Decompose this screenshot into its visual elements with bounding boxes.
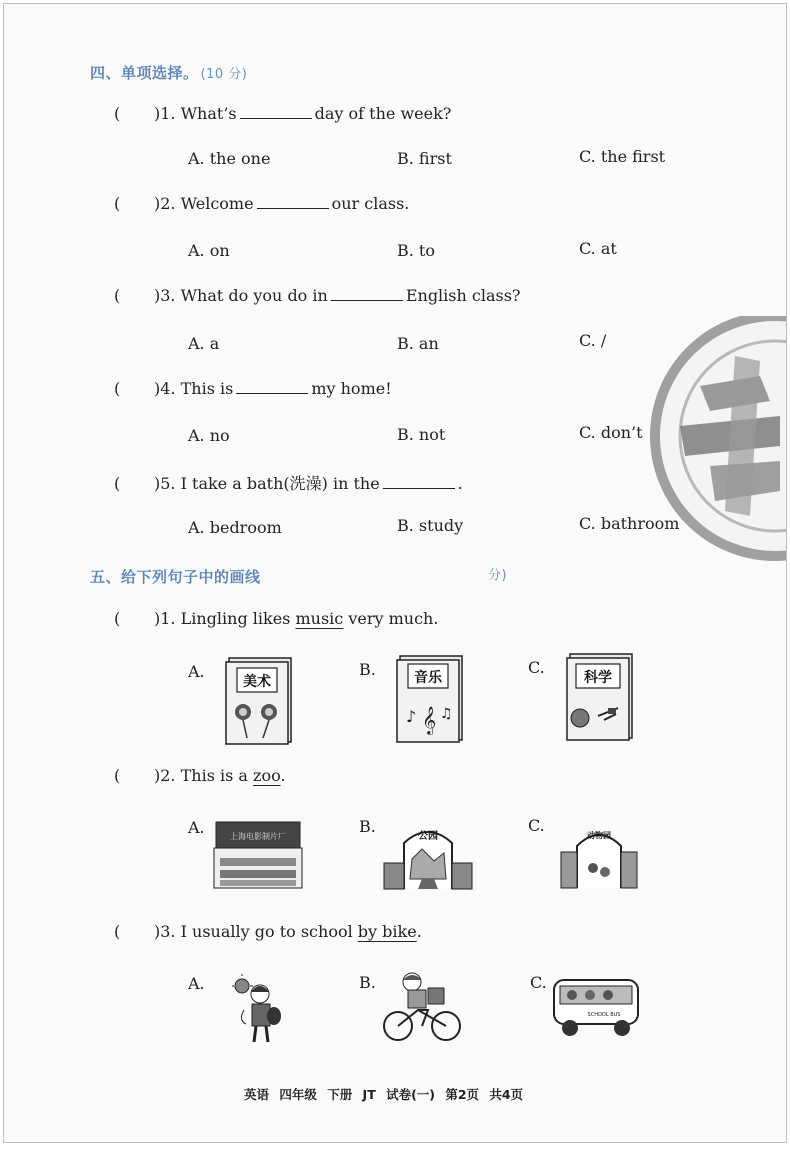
bus-sign: SCHOOL BUS	[587, 1012, 621, 1018]
question-text-post: .	[416, 922, 422, 941]
question-text-post: .	[280, 766, 286, 785]
pic-option-b-label: B.	[359, 973, 376, 992]
section-4-heading: 四、单项选择。	[90, 64, 199, 82]
question-text-pre: I take a bath(洗澡) in the	[180, 474, 380, 493]
answer-paren[interactable]: (	[114, 609, 121, 628]
fill-blank[interactable]	[331, 286, 403, 301]
question-text-post: very much.	[348, 609, 439, 628]
option-b: B. first	[397, 149, 452, 168]
pic-option-c-label: C.	[530, 973, 547, 992]
section-5-points-wrap	[486, 564, 507, 583]
option-a: A. no	[188, 426, 230, 445]
question-text-pre: What’s	[180, 104, 237, 123]
option-c: C. /	[579, 331, 607, 350]
pic-option-a-label: A.	[188, 974, 205, 993]
answer-paren[interactable]: (	[114, 194, 121, 213]
question-number: )1.	[154, 104, 176, 123]
option-b: B. study	[397, 516, 464, 535]
music-book-label: 音乐	[414, 670, 442, 686]
bus-picture	[550, 976, 642, 1040]
underlined-word: music	[295, 609, 344, 628]
option-c: C. at	[579, 239, 617, 258]
question-text-pre: What do you do in	[180, 286, 328, 305]
question-text-post: our class.	[331, 194, 410, 213]
question-number: )3.	[154, 286, 176, 305]
section-5-points: 分)	[488, 568, 508, 583]
science-book-label: 科学	[584, 670, 612, 686]
cinema-picture	[212, 820, 304, 890]
svg-text:𝄞: 𝄞	[422, 706, 437, 734]
svg-text:♪: ♪	[406, 707, 417, 726]
option-b: B. to	[397, 241, 435, 260]
park-sign: 公园	[418, 831, 438, 842]
zoo-sign: 动物园	[587, 831, 611, 840]
exam-page	[3, 3, 787, 1143]
question-text-pre: This is	[180, 379, 234, 398]
mc-question-4	[114, 379, 392, 398]
question-text-pre: Lingling likes	[180, 609, 291, 628]
option-a: A. on	[188, 241, 230, 260]
pic-question-3	[114, 922, 422, 941]
page-footer: 英语 四年级 下册 JT 试卷(一) 第2页 共4页	[244, 1087, 524, 1102]
underlined-word: by bike	[357, 922, 417, 941]
pic-option-b-label: B.	[359, 817, 376, 836]
answer-paren[interactable]: (	[114, 474, 121, 493]
fill-blank[interactable]	[257, 194, 329, 209]
seal-stamp-icon	[640, 316, 787, 566]
question-text-post: my home!	[311, 379, 392, 398]
walking-picture	[232, 974, 284, 1050]
pic-question-2	[114, 766, 286, 785]
pic-option-a-label: A.	[188, 818, 205, 837]
option-c: C. the first	[579, 147, 666, 166]
fill-blank[interactable]	[383, 474, 455, 489]
question-text-post: .	[457, 474, 463, 493]
answer-paren[interactable]: (	[114, 766, 121, 785]
mc-question-1	[114, 104, 451, 123]
section-5-title	[90, 566, 261, 587]
cinema-sign: 上海电影制片厂	[230, 832, 286, 841]
section-4-title	[90, 62, 247, 83]
pic-question-1	[114, 609, 438, 628]
pic-option-c-label: C.	[528, 816, 545, 835]
answer-paren[interactable]: (	[114, 379, 121, 398]
option-c: C. bathroom	[579, 514, 680, 533]
question-number: )4.	[154, 379, 176, 398]
scan-fade	[279, 560, 479, 588]
question-text-post: English class?	[405, 286, 521, 305]
question-text-pre: Welcome	[180, 194, 254, 213]
option-a: A. a	[188, 334, 220, 353]
pic-option-a-label: A.	[188, 662, 205, 681]
park-picture	[382, 819, 474, 891]
option-a: A. the one	[188, 149, 271, 168]
pic-option-c-label: C.	[528, 658, 545, 677]
question-number: )2.	[154, 766, 176, 785]
fill-blank[interactable]	[236, 379, 308, 394]
question-number: )3.	[154, 922, 176, 941]
underlined-word: zoo	[253, 766, 281, 785]
answer-paren[interactable]: (	[114, 104, 121, 123]
question-text-pre: I usually go to school	[180, 922, 353, 941]
question-number: )1.	[154, 609, 176, 628]
answer-paren[interactable]: (	[114, 922, 121, 941]
bike-picture	[382, 970, 464, 1044]
section-5-heading: 五、给下列句子中的画线	[90, 568, 261, 586]
pic-option-b-label: B.	[359, 660, 376, 679]
mc-question-2	[114, 194, 409, 213]
svg-text:♫: ♫	[440, 706, 453, 722]
art-book-picture	[223, 654, 295, 746]
option-a: A. bedroom	[188, 518, 282, 537]
option-b: B. not	[397, 425, 446, 444]
option-b: B. an	[397, 334, 439, 353]
section-4-points: (10 分)	[200, 67, 248, 82]
mc-question-3	[114, 286, 521, 305]
zoo-picture	[559, 822, 641, 890]
answer-paren[interactable]: (	[114, 286, 121, 305]
music-book-picture	[394, 652, 466, 744]
art-book-label: 美术	[243, 674, 271, 690]
question-text-post: day of the week?	[314, 104, 452, 123]
mc-question-5	[114, 471, 463, 494]
science-book-picture	[564, 650, 636, 742]
question-text-pre: This is a	[180, 766, 248, 785]
fill-blank[interactable]	[240, 104, 312, 119]
question-number: )5.	[154, 474, 176, 493]
option-c: C. don’t	[579, 423, 643, 442]
question-number: )2.	[154, 194, 176, 213]
